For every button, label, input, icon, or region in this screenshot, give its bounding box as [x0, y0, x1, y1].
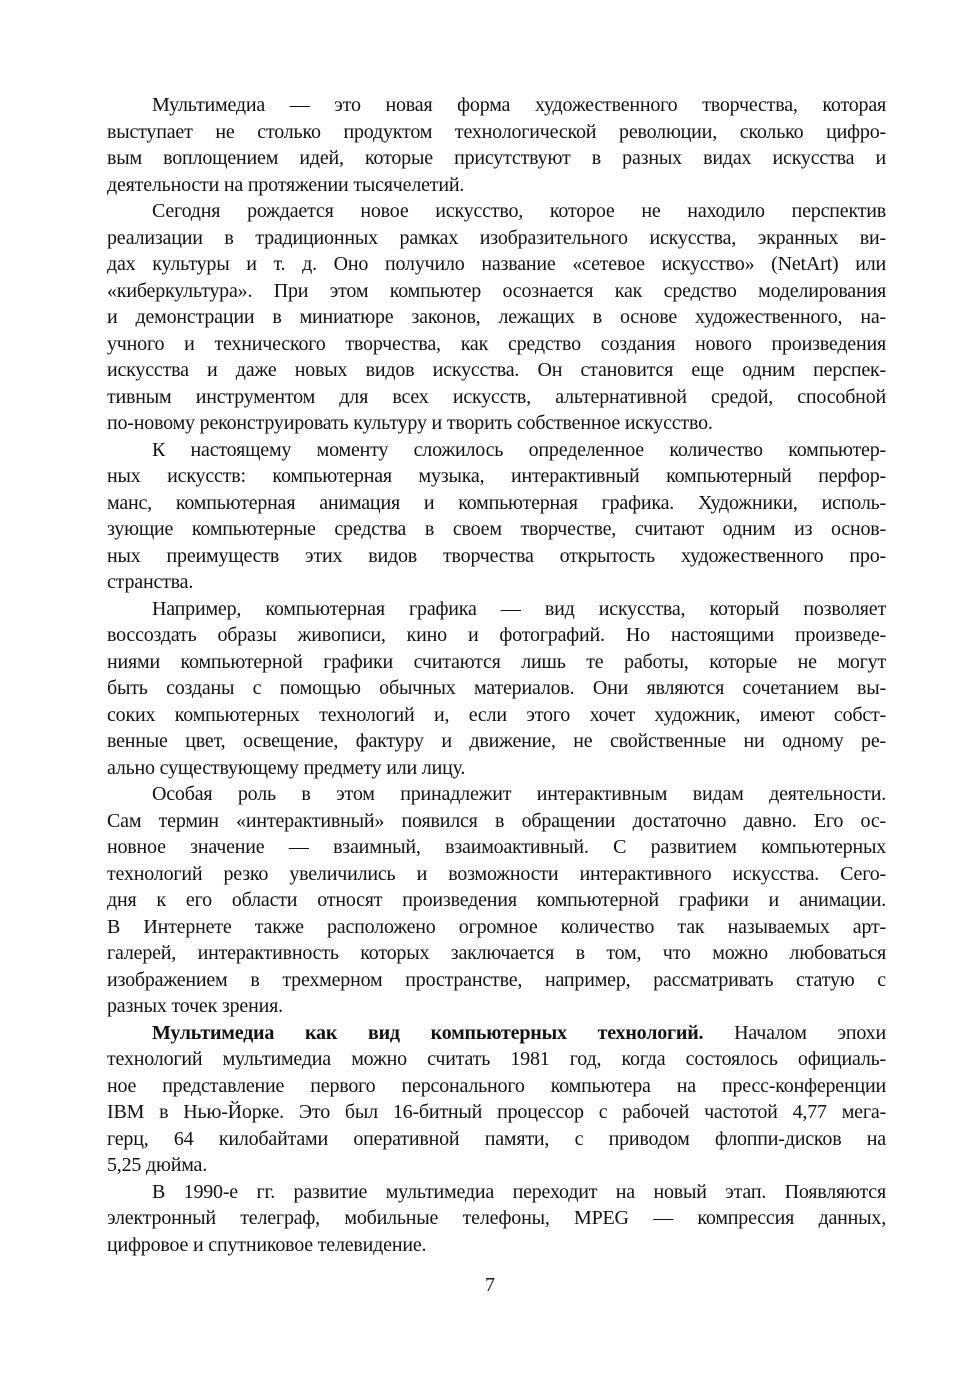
text-line: быть созданы с помощью обычных материалов. Они являются сочетанием вы-: [107, 677, 886, 699]
paragraph: [107, 596, 886, 782]
text-line: «киберкультура». При этом компьютер осознается как средство моделирования: [107, 279, 886, 302]
paragraph: [107, 1020, 886, 1179]
page-number: 7: [485, 1274, 495, 1296]
text-line: изображением в трехмерном пространстве, например, рассматривать статую с: [107, 968, 886, 991]
text-line: странства.: [107, 571, 194, 593]
text-run: Началом эпохи: [703, 1021, 886, 1044]
text-line: реализации в традиционных рамках изобразительного искусства, экранных ви-: [107, 226, 886, 249]
text-line: выступает не столько продуктом технологической революции, сколько цифро-: [107, 120, 886, 143]
text-line: новное значение — взаимный, взаимоактивный. С развитием компьютерных: [107, 836, 886, 858]
text-line: тивным инструментом для всех искусств, альтернативной средой, способной: [107, 385, 886, 408]
text-line: цифровое и спутниковое телевидение.: [107, 1233, 427, 1256]
text-line: дах культуры и т. д. Оно получило название «сетевое искусство» (NetArt) или: [107, 253, 886, 275]
section-heading: Мультимедиа как вид компьютерных технологий.: [152, 1021, 704, 1044]
text-line: технологий мультимедиа можно считать 1981 год, когда состоялось официаль-: [107, 1048, 886, 1070]
paragraph: [107, 437, 886, 596]
text-line: венные цвет, освещение, фактуру и движение, не свойственные ни одному ре-: [107, 730, 886, 752]
text-line: ных искусств: компьютерная музыка, интерактивный компьютерный перфор-: [107, 465, 886, 487]
text-line: герц, 64 килобайтами оперативной памяти, с приводом флоппи-дисков на: [107, 1127, 886, 1150]
paragraph: [107, 781, 886, 1020]
text-line: соких компьютерных технологий и, если этого хочет художник, имеют собст-: [107, 703, 886, 726]
text-line: Мультимедиа — это новая форма художественного творчества, которая: [152, 94, 886, 116]
text-line: зующие компьютерные средства в своем творчестве, считают одним из основ-: [107, 518, 886, 540]
paragraph: [107, 198, 886, 437]
text-line: и демонстрации в миниатюре законов, лежащих в основе художественного, на-: [107, 306, 886, 328]
text-line: ально существующему предмету или лицу.: [107, 756, 466, 779]
text-line: воссоздать образы живописи, кино и фотографий. Но настоящими произведе-: [107, 624, 886, 646]
text-line: [107, 1020, 886, 1047]
text-line: электронный телеграф, мобильные телефоны, MPEG — компрессия данных,: [107, 1207, 886, 1229]
text-line: вым воплощением идей, которые присутствуют в разных видах искусства и: [107, 147, 886, 169]
paragraph: [107, 1179, 886, 1259]
text-line: манс, компьютерная анимация и компьютерная графика. Художники, исполь-: [107, 491, 886, 514]
text-line: технологий резко увеличились и возможности интерактивного искусства. Сего-: [107, 862, 886, 885]
page-body: [107, 92, 886, 1258]
text-line: 5,25 дюйма.: [107, 1154, 208, 1176]
text-line: Сам термин «интерактивный» появился в обращении достаточно давно. Его ос-: [107, 809, 886, 832]
text-line: К настоящему моменту сложилось определенное количество компьютер-: [152, 438, 886, 461]
text-line: по-новому реконструировать культуру и творить собственное искусство.: [107, 412, 713, 434]
text-line: В 1990-е гг. развитие мультимедиа переходит на новый этап. Появляются: [152, 1180, 886, 1203]
text-line: В Интернете также расположено огромное количество так называемых арт-: [107, 915, 886, 938]
text-line: Особая роль в этом принадлежит интерактивным видам деятельности.: [152, 783, 886, 805]
text-line: ниями компьютерной графики считаются лишь те работы, которые не могут: [107, 650, 886, 673]
text-line: Например, компьютерная графика — вид искусства, который позволяет: [152, 597, 886, 620]
text-line: ных преимуществ этих видов творчества открытость художественного про-: [107, 544, 886, 567]
text-line: IBM в Нью-Йорке. Это был 16-битный процессор с рабочей частотой 4,77 мега-: [107, 1101, 886, 1123]
text-line: разных точек зрения.: [107, 995, 283, 1017]
text-line: дня к его области относят произведения компьютерной графики и анимации.: [107, 889, 886, 911]
text-line: деятельности на протяжении тысячелетий.: [107, 173, 465, 196]
text-line: Сегодня рождается новое искусство, которое не находило перспектив: [152, 200, 886, 222]
text-line: ное представление первого персонального компьютера на пресс-конференции: [107, 1074, 886, 1097]
text-line: учного и технического творчества, как средство создания нового произведения: [107, 332, 886, 355]
paragraph: [107, 92, 886, 198]
text-line: искусства и даже новых видов искусства. Он становится еще одним перспек-: [107, 359, 886, 381]
text-line: галерей, интерактивность которых заключается в том, что можно любоваться: [107, 942, 886, 964]
